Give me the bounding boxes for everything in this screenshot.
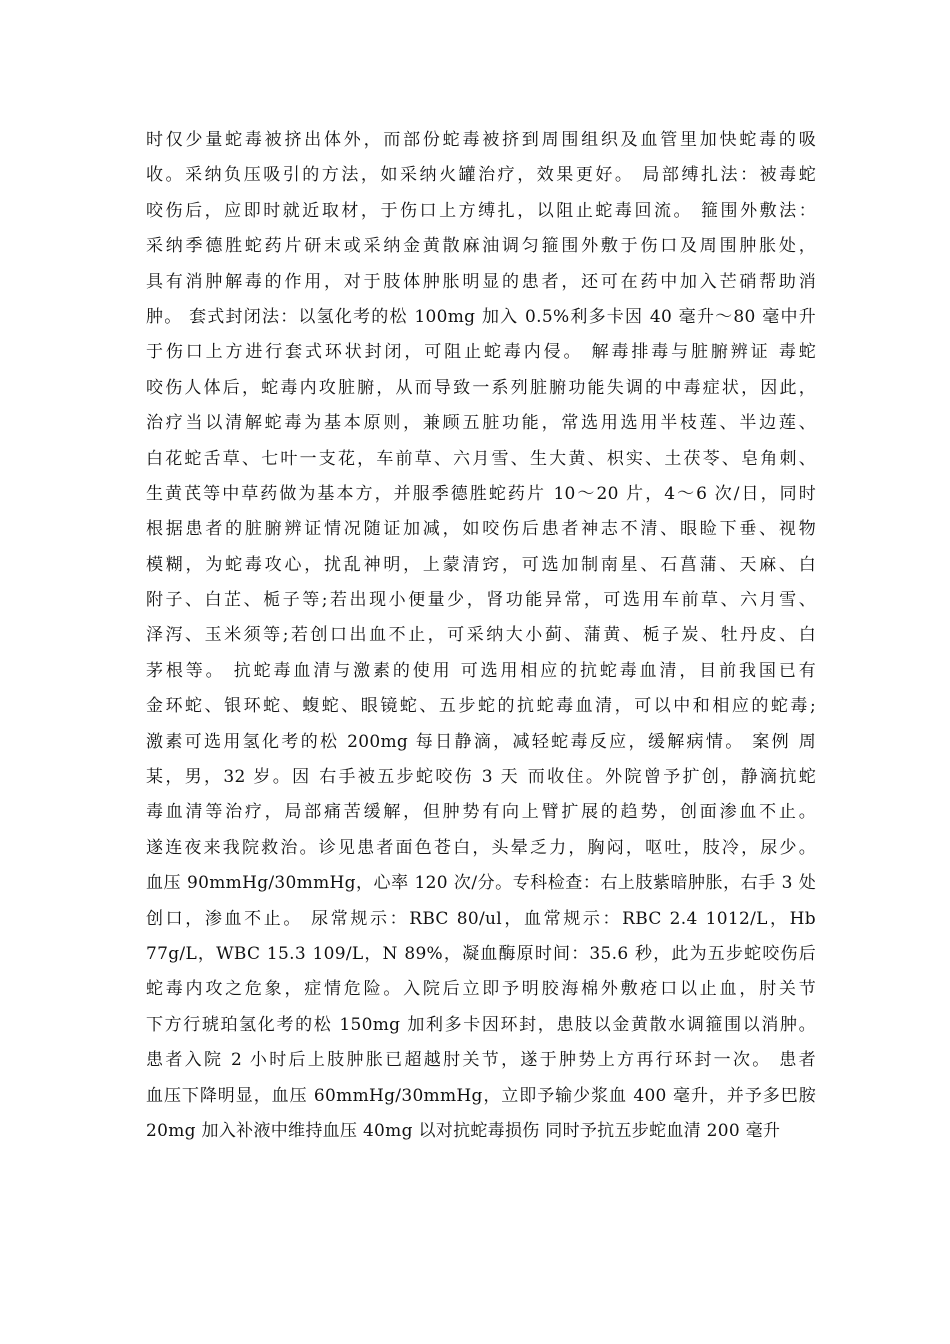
- text-line: 肿。 套式封闭法：以氢化考的松 100mg 加入 0.5%利多卡因 40 毫升～80 毫中升: [146, 306, 816, 327]
- text-line: 遂连夜来我院救治。诊见患者面色苍白，头晕乏力，胸闷，呕吐，肢冷，尿少。: [146, 837, 816, 858]
- text-line: 生黄芪等中草药做为基本方，并服季德胜蛇药片 10～20 片，4～6 次/日，同时: [146, 483, 816, 504]
- text-line: 咬伤人体后，蛇毒内攻脏腑，从而导致一系列脏腑功能失调的中毒症状，因此，: [146, 377, 816, 398]
- text-line: 咬伤后，应即时就近取材，于伤口上方缚扎，以阻止蛇毒回流。 箍围外敷法：: [146, 200, 816, 221]
- text-line: 77g/L，WBC 15.3 109/L，N 89%，凝血酶原时间：35.6 秒，此为五步蛇咬伤后: [146, 943, 816, 964]
- text-line: 金环蛇、银环蛇、蝮蛇、眼镜蛇、五步蛇的抗蛇毒血清，可以中和相应的蛇毒;: [146, 696, 816, 717]
- text-line: 血压 90mmHg/30mmHg，心率 120 次/分。专科检查：右上肢紫暗肿胀，右手 3 处: [146, 873, 816, 894]
- text-line: 下方行琥珀氢化考的松 150mg 加利多卡因环封，患肢以金黄散水调箍围以消肿。: [146, 1014, 816, 1035]
- body-text: [146, 123, 816, 1149]
- text-line: 毒血清等治疗，局部痛苦缓解，但肿势有向上臂扩展的趋势，创面渗血不止。: [146, 802, 816, 823]
- text-line: 采纳季德胜蛇药片研末或采纳金黄散麻油调匀箍围外敷于伤口及周围肿胀处，: [146, 236, 816, 257]
- text-line: 于伤口上方进行套式环状封闭，可阻止蛇毒内侵。 解毒排毒与脏腑辨证 毒蛇: [146, 342, 816, 363]
- text-line: 时仅少量蛇毒被挤出体外，而部份蛇毒被挤到周围组织及血管里加快蛇毒的吸: [146, 130, 816, 150]
- text-line: 附子、白芷、栀子等;若出现小便量少，肾功能异常，可选用车前草、六月雪、: [146, 590, 816, 611]
- text-line: 激素可选用氢化考的松 200mg 每日静滴，减轻蛇毒反应，缓解病情。 案例 周: [146, 731, 816, 752]
- text-line: 蛇毒内攻之危象，症情危险。入院后立即予明胶海棉外敷疮口以止血，肘关节: [146, 979, 816, 1000]
- text-line: 茅根等。 抗蛇毒血清与激素的使用 可选用相应的抗蛇毒血清，目前我国已有: [146, 660, 816, 681]
- text-line: 具有消肿解毒的作用，对于肢体肿胀明显的患者，还可在药中加入芒硝帮助消: [146, 271, 816, 292]
- text-line: 20mg 加入补液中维持血压 40mg 以对抗蛇毒损伤 同时予抗五步蛇血清 200 毫升: [146, 1120, 781, 1141]
- text-line: 白花蛇舌草、七叶一支花，车前草、六月雪、生大黄、枳实、土茯苓、皂角刺、: [146, 448, 816, 469]
- text-line: 创口，渗血不止。 尿常规示：RBC 80/ul，血常规示：RBC 2.4 1012/L，Hb: [146, 908, 816, 929]
- text-line: 血压下降明显，血压 60mmHg/30mmHg，立即予输少浆血 400 毫升，并予多巴胺: [146, 1085, 816, 1106]
- text-line: 泽泻、玉米须等;若创口出血不止，可采纳大小蓟、蒲黄、栀子炭、牡丹皮、白: [146, 625, 816, 646]
- text-line: 根据患者的脏腑辨证情况随证加减，如咬伤后患者神志不清、眼睑下垂、视物: [146, 519, 816, 540]
- text-line: 某，男，32 岁。因 右手被五步蛇咬伤 3 天 而收住。外院曾予扩创，静滴抗蛇: [146, 767, 816, 788]
- text-line: 患者入院 2 小时后上肢肿胀已超越肘关节，遂于肿势上方再行环封一次。 患者: [146, 1050, 816, 1071]
- text-line: 模糊，为蛇毒攻心，扰乱神明，上蒙清窍，可选加制南星、石菖蒲、天麻、白: [146, 554, 816, 575]
- text-line: 治疗当以清解蛇毒为基本原则，兼顾五脏功能，常选用选用半枝莲、半边莲、: [146, 413, 816, 434]
- text-line: 收。采纳负压吸引的方法，如采纳火罐治疗，效果更好。 局部缚扎法：被毒蛇: [146, 165, 816, 186]
